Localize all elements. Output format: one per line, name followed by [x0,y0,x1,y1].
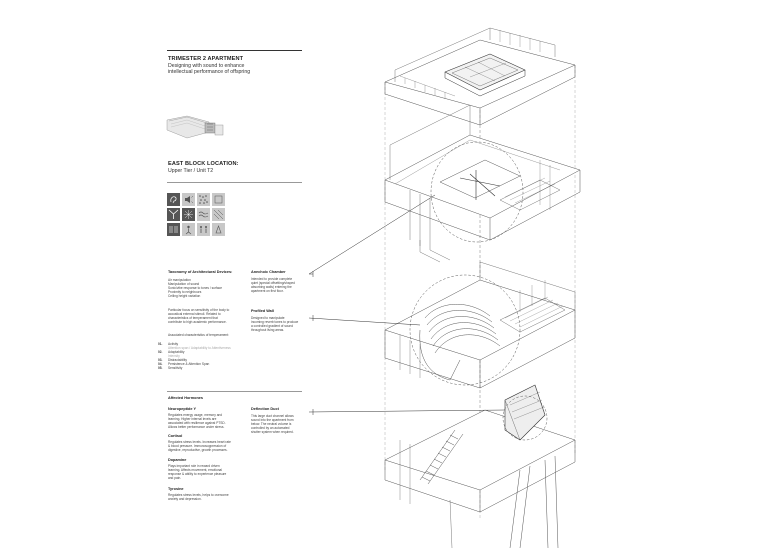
page-title: TRIMESTER 2 APARTMENT [168,56,244,62]
para-line: contribute to high academic performance. [168,320,227,324]
hormone-npy: Neuropeptide Y Regulates energy usage, memory and learning. Higher internal levels are associated with resilience against PTSD. Allows better performance under stress. [168,407,226,429]
hormone-tyrosine: Tyrosine Regulates stress levels, helps to overcome anxiety and depression. [168,487,229,501]
assoc-item: 02. Adaptability [158,350,185,354]
hormone-cortisol: Cortisol Regulates stress levels. Increases heart rate & blood pressure. Immunosuppression of digestive, reproductive, growth processes. [168,434,231,452]
hormone-dopamine: Dopamine Plays important role in reward driven learning. Affects movement, emotional response & ability to experience pleasure and pain. [168,458,227,480]
location-value: Upper Tier / Unit T2 [168,168,214,174]
hormone-title: Neuropeptide Y [168,407,196,411]
level-anechoic [385,105,580,262]
assoc-heading: Associated characteristics of temperament: [168,333,229,337]
hormone-title: Cortisol [168,434,183,438]
hormone-title: Dopamine [168,458,187,462]
assoc-item: 05. Sensitivity [158,366,183,370]
para-line: characteristics of temperament that [168,316,218,320]
assoc-item: Intensity [168,354,180,358]
annotation-anechoic: Anechoic Chamber Intended to provide complete quiet (special offsetting/shaped absorbing walls) entering the apartment on first floor. [251,270,295,293]
taxonomy-heading: Taxonomy of Architectural Devices: [168,270,233,274]
roof-level [385,28,575,125]
taxonomy-item: Sonic/vibe response to tones / surface [168,286,223,290]
level-deflection-duct [385,385,575,548]
level-profiled-wall [385,262,575,388]
location-title: EAST BLOCK LOCATION: [168,161,239,167]
assoc-item: 01. Activity [158,342,179,346]
page-subtitle-1: Designing with sound to enhance [168,63,245,69]
hormone-title: Tyrosine [168,487,184,491]
assoc-item: 03. Distractability [158,358,187,362]
taxonomy-item: Proximity to neighbours [168,290,202,294]
page-subtitle-2: intellectual performance of offspring [168,69,251,75]
assoc-item: 04. Persistence & Attention Span [158,362,210,366]
taxonomy-item: Air manipulation [168,278,191,282]
taxonomy-item: Ceiling height variation [168,294,201,298]
annotation-profiled: Profiled Wall Designed to manipulate incoming reverb tones to produce a controlled gradient of sound throughout living areas. [251,309,299,332]
annotation-deflection: Deflection Duct This large duct channel allows sound into the apartment from below. The neutral volume is controlled by an automated shutter system when required. [251,407,294,434]
hormones-heading: Affected Hormones [168,396,204,400]
assoc-item: Attention span / Adaptability to Attentiveness [168,346,231,350]
taxonomy-item: Manipulation of sound [168,282,200,286]
para-line: acoustical external stimuli. Related to [168,312,221,316]
para-line: Particular focus on sensitivity of the body to [168,308,230,312]
